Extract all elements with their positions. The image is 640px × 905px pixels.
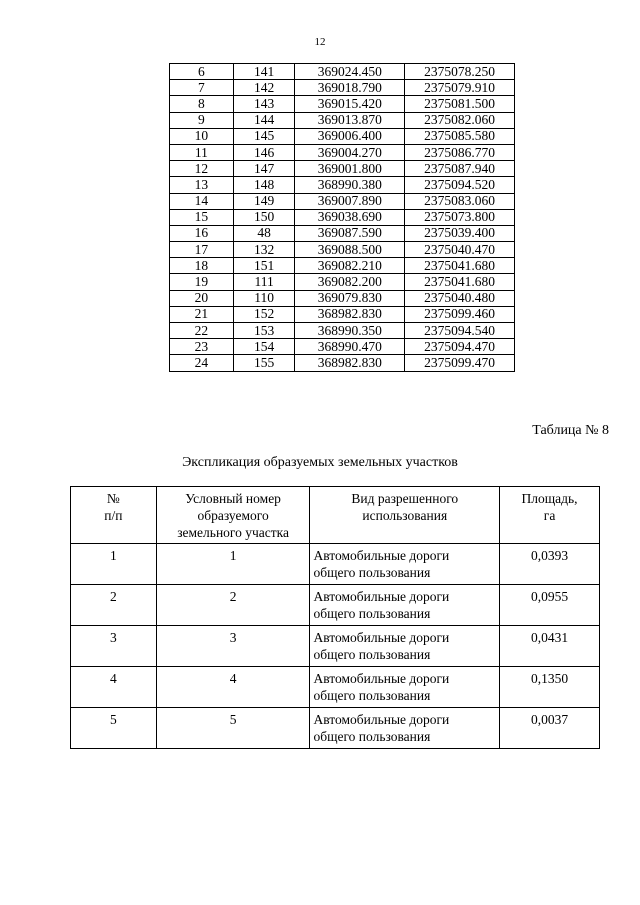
point-id-cell: 111 (233, 274, 295, 290)
point-number-cell: 8 (170, 96, 234, 112)
header-line: Площадь, (521, 491, 578, 506)
permitted-use-cell (310, 708, 500, 749)
point-number-cell: 15 (170, 209, 234, 225)
row-number-cell: 1 (71, 544, 157, 585)
table-row (170, 306, 515, 322)
explication-header-row (71, 487, 600, 544)
row-number-cell: 2 (71, 585, 157, 626)
table-row (170, 355, 515, 371)
table-row (170, 80, 515, 96)
table-row (170, 128, 515, 144)
header-number (71, 487, 157, 544)
area-cell: 0,0431 (500, 626, 600, 667)
x-coordinate-cell: 369004.270 (295, 144, 405, 160)
table-row (71, 626, 600, 667)
x-coordinate-cell: 369088.500 (295, 242, 405, 258)
permitted-use-cell (310, 544, 500, 585)
x-coordinate-cell: 368982.830 (295, 355, 405, 371)
point-id-cell: 152 (233, 306, 295, 322)
x-coordinate-cell: 369001.800 (295, 161, 405, 177)
x-coordinate-cell: 369038.690 (295, 209, 405, 225)
y-coordinate-cell: 2375082.060 (405, 112, 515, 128)
point-number-cell: 12 (170, 161, 234, 177)
y-coordinate-cell: 2375094.540 (405, 323, 515, 339)
point-number-cell: 17 (170, 242, 234, 258)
table-row (170, 193, 515, 209)
y-coordinate-cell: 2375099.470 (405, 355, 515, 371)
area-cell: 0,0037 (500, 708, 600, 749)
point-id-cell: 154 (233, 339, 295, 355)
row-number-cell: 3 (71, 626, 157, 667)
point-id-cell: 141 (233, 64, 295, 80)
y-coordinate-cell: 2375099.460 (405, 306, 515, 322)
point-number-cell: 19 (170, 274, 234, 290)
point-id-cell: 148 (233, 177, 295, 193)
y-coordinate-cell: 2375085.580 (405, 128, 515, 144)
header-line: Условный номер (185, 491, 281, 506)
table-row (170, 323, 515, 339)
permitted-use-line: Автомобильные дороги (313, 671, 450, 686)
point-id-cell: 149 (233, 193, 295, 209)
point-number-cell: 9 (170, 112, 234, 128)
y-coordinate-cell: 2375081.500 (405, 96, 515, 112)
permitted-use-line: Автомобильные дороги (313, 630, 450, 645)
point-number-cell: 20 (170, 290, 234, 306)
y-coordinate-cell: 2375094.470 (405, 339, 515, 355)
header-line: использования (362, 508, 448, 523)
explication-table-body (71, 544, 600, 749)
explication-table (70, 486, 600, 749)
table-row (170, 339, 515, 355)
plot-number-cell: 1 (156, 544, 310, 585)
y-coordinate-cell: 2375086.770 (405, 144, 515, 160)
y-coordinate-cell: 2375083.060 (405, 193, 515, 209)
coordinates-table (169, 63, 515, 372)
x-coordinate-cell: 368982.830 (295, 306, 405, 322)
table-label: Таблица № 8 (532, 423, 609, 438)
table-row (71, 708, 600, 749)
y-coordinate-cell: 2375094.520 (405, 177, 515, 193)
permitted-use-cell (310, 626, 500, 667)
point-number-cell: 22 (170, 323, 234, 339)
row-number-cell: 4 (71, 667, 157, 708)
page-number: 12 (314, 36, 326, 48)
table-row (170, 209, 515, 225)
table-row (170, 112, 515, 128)
header-line: образуемого (197, 508, 269, 523)
point-id-cell: 151 (233, 258, 295, 274)
table-row (170, 225, 515, 241)
y-coordinate-cell: 2375041.680 (405, 258, 515, 274)
permitted-use-line: общего пользования (313, 688, 431, 703)
x-coordinate-cell: 369015.420 (295, 96, 405, 112)
point-id-cell: 145 (233, 128, 295, 144)
header-area (500, 487, 600, 544)
point-number-cell: 16 (170, 225, 234, 241)
y-coordinate-cell: 2375079.910 (405, 80, 515, 96)
plot-number-cell: 3 (156, 626, 310, 667)
plot-number-cell: 2 (156, 585, 310, 626)
x-coordinate-cell: 369024.450 (295, 64, 405, 80)
plot-number-cell: 4 (156, 667, 310, 708)
table-row (71, 544, 600, 585)
table-row (170, 274, 515, 290)
header-line: № (106, 491, 120, 506)
x-coordinate-cell: 369006.400 (295, 128, 405, 144)
permitted-use-line: общего пользования (313, 729, 431, 744)
explication-heading: Экспликация образуемых земельных участков (182, 455, 458, 470)
y-coordinate-cell: 2375041.680 (405, 274, 515, 290)
permitted-use-line: Автомобильные дороги (313, 548, 450, 563)
table-row (170, 161, 515, 177)
table-row (71, 667, 600, 708)
x-coordinate-cell: 368990.380 (295, 177, 405, 193)
table-row (170, 96, 515, 112)
point-id-cell: 144 (233, 112, 295, 128)
point-id-cell: 132 (233, 242, 295, 258)
point-number-cell: 18 (170, 258, 234, 274)
point-id-cell: 155 (233, 355, 295, 371)
header-line: земельного участка (177, 525, 290, 540)
permitted-use-cell (310, 585, 500, 626)
permitted-use-line: Автомобильные дороги (313, 712, 450, 727)
x-coordinate-cell: 368990.470 (295, 339, 405, 355)
point-number-cell: 24 (170, 355, 234, 371)
point-id-cell: 110 (233, 290, 295, 306)
header-line: п/п (104, 508, 123, 523)
coordinates-table-body (170, 64, 515, 372)
y-coordinate-cell: 2375087.940 (405, 161, 515, 177)
y-coordinate-cell: 2375039.400 (405, 225, 515, 241)
x-coordinate-cell: 369082.210 (295, 258, 405, 274)
point-number-cell: 6 (170, 64, 234, 80)
x-coordinate-cell: 369087.590 (295, 225, 405, 241)
x-coordinate-cell: 368990.350 (295, 323, 405, 339)
x-coordinate-cell: 369013.870 (295, 112, 405, 128)
point-number-cell: 10 (170, 128, 234, 144)
point-number-cell: 21 (170, 306, 234, 322)
permitted-use-line: Автомобильные дороги (313, 589, 450, 604)
point-id-cell: 147 (233, 161, 295, 177)
y-coordinate-cell: 2375073.800 (405, 209, 515, 225)
point-id-cell: 153 (233, 323, 295, 339)
point-number-cell: 13 (170, 177, 234, 193)
header-permitted-use (310, 487, 500, 544)
area-cell: 0,0955 (500, 585, 600, 626)
x-coordinate-cell: 369018.790 (295, 80, 405, 96)
point-number-cell: 7 (170, 80, 234, 96)
y-coordinate-cell: 2375040.470 (405, 242, 515, 258)
y-coordinate-cell: 2375078.250 (405, 64, 515, 80)
row-number-cell: 5 (71, 708, 157, 749)
point-number-cell: 11 (170, 144, 234, 160)
area-cell: 0,0393 (500, 544, 600, 585)
x-coordinate-cell: 369079.830 (295, 290, 405, 306)
permitted-use-line: общего пользования (313, 565, 431, 580)
x-coordinate-cell: 369007.890 (295, 193, 405, 209)
table-row (71, 585, 600, 626)
point-id-cell: 146 (233, 144, 295, 160)
permitted-use-line: общего пользования (313, 647, 431, 662)
header-line: Вид разрешенного (351, 491, 459, 506)
permitted-use-line: общего пользования (313, 606, 431, 621)
x-coordinate-cell: 369082.200 (295, 274, 405, 290)
plot-number-cell: 5 (156, 708, 310, 749)
point-id-cell: 150 (233, 209, 295, 225)
point-id-cell: 143 (233, 96, 295, 112)
table-row (170, 290, 515, 306)
point-id-cell: 142 (233, 80, 295, 96)
area-cell: 0,1350 (500, 667, 600, 708)
point-number-cell: 23 (170, 339, 234, 355)
table-row (170, 64, 515, 80)
permitted-use-cell (310, 667, 500, 708)
header-line: га (543, 508, 556, 523)
y-coordinate-cell: 2375040.480 (405, 290, 515, 306)
table-row (170, 258, 515, 274)
table-row (170, 144, 515, 160)
point-number-cell: 14 (170, 193, 234, 209)
table-row (170, 177, 515, 193)
header-plot-number (156, 487, 310, 544)
point-id-cell: 48 (233, 225, 295, 241)
table-row (170, 242, 515, 258)
